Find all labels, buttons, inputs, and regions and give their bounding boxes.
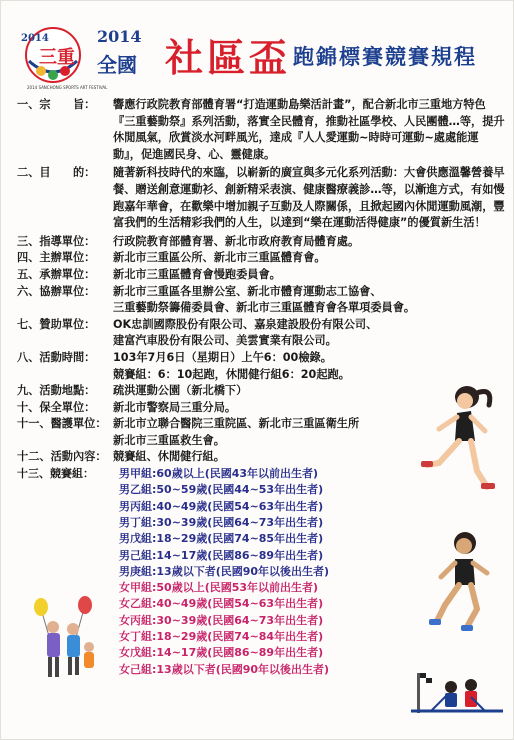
title-highlight: 社區盃 xyxy=(165,35,292,80)
runner-woman-icon xyxy=(421,383,497,495)
section-time xyxy=(17,350,505,383)
female-group: 女乙組:40~49歲(民國54~63年出生者) xyxy=(119,597,324,611)
male-group: 男庚組:13歲以下者(民國90年以後出生者) xyxy=(119,564,330,578)
section-label: 二、目 的： xyxy=(17,166,96,180)
logo-caption: 2014 SANCHONG SPORTS ART FESTIVAL xyxy=(27,85,108,90)
section-value: 行政院教育部體育署、新北市政府教育局體育處。 xyxy=(113,234,360,248)
section-label: 三、指導單位： xyxy=(17,234,96,248)
female-group: 女丁組:18~29歲(民國74~84年出生者) xyxy=(119,630,324,644)
section-co-organizer xyxy=(17,284,505,317)
section-label: 十二、活動內容： xyxy=(17,450,107,464)
section-label: 七、贊助單位： xyxy=(17,317,96,331)
section-value: 新北市三重區體育會慢跑委員會。 xyxy=(113,267,281,281)
male-group: 男甲組:60歲以上(民國43年以前出生者) xyxy=(119,467,319,481)
section-value: 疏洪運動公園（新北橋下） xyxy=(113,384,248,398)
section-objective xyxy=(17,165,505,231)
female-group: 女戊組:14~17歲(民國86~89年出生者) xyxy=(119,646,324,660)
runner-man-icon xyxy=(427,529,499,637)
section-executor xyxy=(17,267,505,284)
male-group: 男戊組:18~29歲(民國74~85年出生者) xyxy=(119,532,324,546)
section-value: OK忠訓國際股份有限公司、嘉泉建設股份有限公司、 建富汽車股份有限公司、美雲實業有限公司。 xyxy=(113,317,378,348)
finish-line-icon xyxy=(411,665,503,715)
female-group: 女己組:13歲以下者(民國90年以後出生者) xyxy=(119,662,330,676)
section-value: 競賽組、休閒健行組。 xyxy=(113,450,225,464)
section-value: 新北市立聯合醫院三重院區、新北市三重區衛生所 新北市三重區救生會。 xyxy=(113,417,360,447)
title-country: 全國 xyxy=(97,53,137,77)
competition-label: 十三、競賽組： xyxy=(17,467,94,481)
section-label: 八、活動時間： xyxy=(17,350,96,364)
section-sponsor xyxy=(17,317,505,350)
section-value: 響應行政院教育部體育署“打造運動島樂活計畫”，配合新北市三重地方特色『三重藝動祭』系列活動，落實全民體育，推動社區學校、人民團體…等，提升休閒風氣，欣賞淡水河畔風光，達成『人人愛運動~時時可運動~處處能運動』，促進國民身、心、靈健康。 xyxy=(113,98,505,161)
title-year: 2014 xyxy=(97,27,142,46)
male-group: 男丁組:30~39歲(民國64~73年出生者) xyxy=(119,515,324,529)
section-value: 103年7月6日（星期日）上午6：00檢錄。 競賽組：6：10起跑，休閒健行組6：20起跑。 xyxy=(113,350,350,381)
logo-mark: 三重 xyxy=(39,47,75,68)
section-value: 隨著新科技時代的來臨，以嶄新的廣宣與多元化系列活動：大會供應溫馨營養早餐、贈送創意運動衫、創新精采表演、健康醫療義診…等，以漸進方式，有如慢跑嘉年華會，在歡樂中增加親子互動及人際關係，且掀起國內休閒運動風潮，豐富我們的生活精彩我們的人生，以達到“樂在運動活得健康”的優質新生活！ xyxy=(113,166,505,230)
section-value: 新北市三重區各里辦公室、新北市體育運動志工協會、 三重藝動祭籌備委員會、新北市三重區體育會各單項委員會。 xyxy=(113,284,416,315)
section-label: 一、宗 旨： xyxy=(17,98,96,111)
male-group: 男乙組:50~59歲(民國44~53年出生者) xyxy=(119,483,324,497)
page-title xyxy=(97,23,507,83)
section-label: 四、主辦單位： xyxy=(17,251,96,265)
female-group: 女甲組:50歲以上(民國53年以前出生者) xyxy=(119,581,319,595)
male-group: 男丙組:40~49歲(民國54~63年出生者) xyxy=(119,499,324,513)
section-label: 十一、醫護單位： xyxy=(17,417,107,431)
section-label: 六、協辦單位： xyxy=(17,284,96,298)
female-group: 女丙組:30~39歲(民國64~73年出生者) xyxy=(119,613,324,627)
section-guidance xyxy=(17,234,505,251)
section-organizer xyxy=(17,250,505,267)
section-value: 新北市三重區公所、新北市三重區體育會。 xyxy=(113,251,326,265)
competition-row xyxy=(17,499,505,515)
section-label: 九、活動地點： xyxy=(17,384,96,398)
section-label: 十、保全單位： xyxy=(17,400,96,414)
male-group: 男己組:14~17歲(民國86~89年出生者) xyxy=(119,548,324,562)
event-logo xyxy=(21,25,108,90)
section-label: 五、承辦單位： xyxy=(17,267,96,281)
section-value: 新北市警察局三重分局。 xyxy=(113,400,237,414)
section-purpose xyxy=(17,97,505,163)
family-balloons-icon xyxy=(29,597,101,685)
logo-year: 2014 xyxy=(21,33,49,44)
title-rest: 跑錦標賽競賽規程 xyxy=(293,44,477,69)
